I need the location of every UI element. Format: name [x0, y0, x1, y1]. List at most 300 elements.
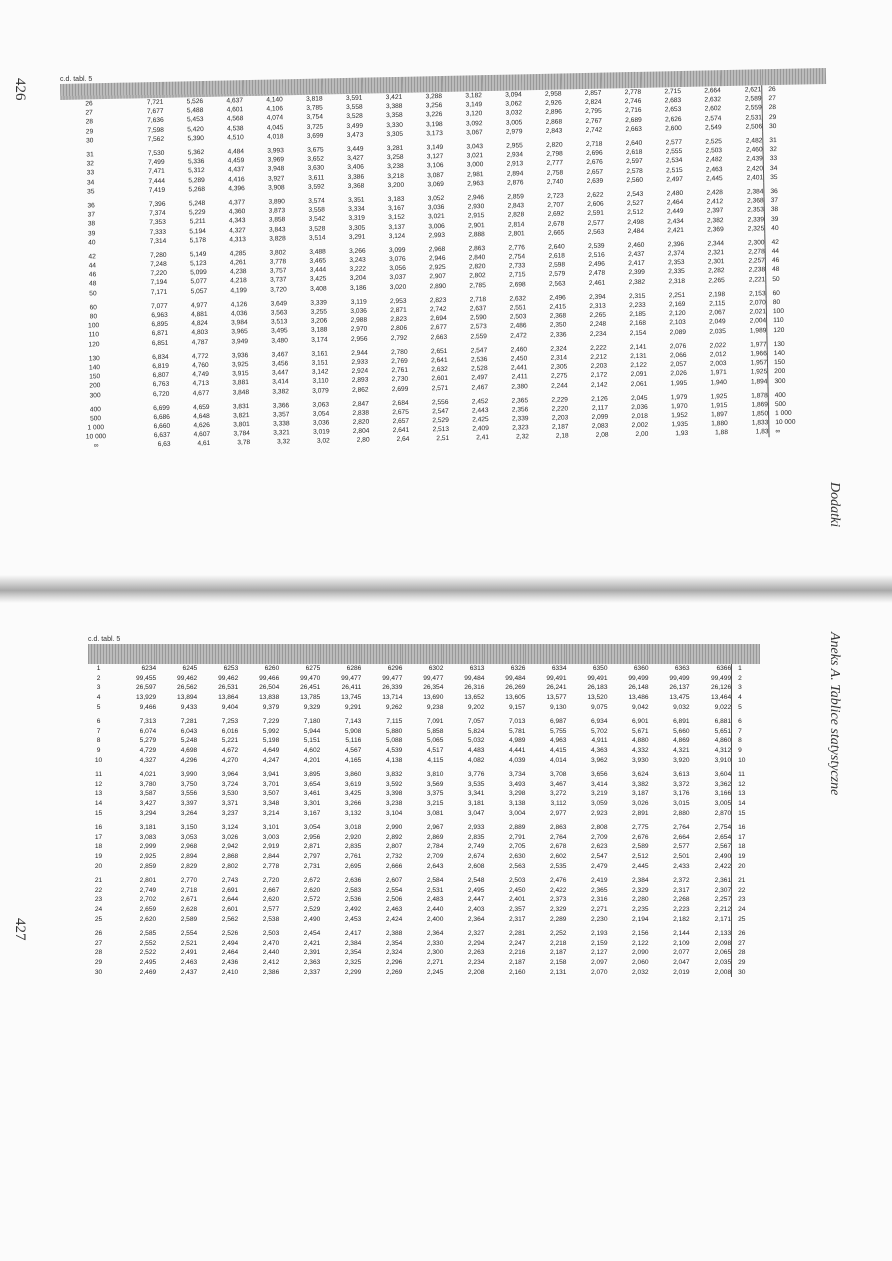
table-cell: 2,944	[351, 349, 368, 357]
table-cell: 2,651	[430, 347, 448, 356]
table-cell: 3,161	[311, 350, 329, 358]
table-cell: 3,528	[308, 225, 326, 233]
table-cell: 2,316	[591, 896, 608, 904]
table-cell: 2,336	[549, 331, 567, 339]
table-cell: 7,396	[148, 200, 166, 209]
table-cell: 2,412	[262, 958, 280, 966]
header-cell	[320, 644, 361, 664]
table-cell: 2,934	[506, 151, 524, 159]
row-label: 8	[96, 737, 101, 745]
table-cell: 2,090	[632, 949, 649, 957]
table-cell: 3,272	[549, 790, 567, 798]
table-cell: 3,067	[466, 129, 483, 137]
table-cell: 2,970	[350, 326, 368, 334]
row-label-right: 32	[763, 144, 828, 155]
table-cell: 2,554	[180, 930, 198, 938]
table-cell: 1,957	[750, 359, 768, 367]
table-cell: 9,291	[344, 703, 362, 711]
table-cell: 2,411	[511, 373, 528, 381]
table-cell: 4,568	[226, 115, 244, 123]
table-cell: 2,880	[673, 809, 690, 817]
table-cell: 9,329	[303, 703, 321, 711]
table-cell: 3,925	[231, 361, 249, 369]
table-cell: 2,567	[714, 843, 732, 851]
row-label-right: 31	[763, 130, 828, 146]
table-cell: 2,577	[262, 905, 280, 913]
table-cell: 2,089	[669, 328, 687, 336]
table-cell: 3,094	[505, 91, 522, 99]
table-cell: 3,750	[180, 780, 198, 788]
table-cell: 2,824	[584, 98, 602, 107]
row-label: 30	[85, 137, 94, 145]
row-label-right: 130	[767, 334, 832, 350]
table-cell: 6,637	[153, 432, 171, 440]
table-cell: 2,956	[303, 833, 321, 841]
table-cell: 3,294	[139, 809, 157, 817]
table-cell: 9,157	[508, 703, 526, 711]
table-cell: 5,099	[190, 269, 207, 277]
table-cell: 2,620	[262, 896, 280, 904]
row-label-right: 4	[732, 693, 760, 703]
table-cell: 2,862	[351, 386, 369, 394]
table-cell: 2,248	[589, 321, 607, 329]
table-cell: 4,989	[508, 737, 526, 745]
table-cell: 2,820	[468, 263, 486, 271]
row-label-right: 39	[764, 213, 829, 224]
table-cell: 2,314	[550, 354, 568, 362]
row-label-right: 24	[732, 905, 760, 915]
table-cell: 2,234	[589, 330, 607, 338]
table-cell: 2,372	[673, 877, 690, 885]
table-cell: 2,894	[180, 852, 198, 860]
table-cell: 3,198	[426, 120, 443, 128]
table-cell: 1,897	[711, 411, 728, 419]
table-cell: 2,920	[344, 833, 362, 841]
table-cell: 2,528	[471, 365, 488, 373]
table-cell: 2,933	[467, 824, 485, 832]
table-row	[88, 914, 760, 924]
table-cell: 2,503	[509, 313, 527, 321]
table-cell: 3,675	[307, 146, 324, 154]
table-cell: 2,531	[426, 886, 444, 894]
table-cell: 2,091	[630, 371, 648, 379]
table-cell: 3,150	[180, 824, 198, 832]
table-cell: 3,488	[309, 248, 326, 256]
table-cell: 2,632	[509, 295, 527, 303]
table-cell: 3,036	[427, 204, 445, 212]
table-cell: 3,018	[344, 824, 362, 832]
table-cell: 3,238	[387, 163, 404, 171]
table-cell: 2,396	[667, 240, 685, 249]
table-cell: 2,443	[471, 407, 489, 415]
row-label-right: 60	[766, 283, 831, 299]
table-cell: 6,016	[221, 727, 239, 735]
table-cell: 3,425	[344, 790, 362, 798]
table-cell: 4,261	[229, 259, 247, 267]
table-cell: 1,915	[710, 402, 728, 410]
table-cell: 5,526	[186, 98, 204, 106]
table-cell: 2,601	[221, 905, 239, 913]
table-cell: 2,208	[467, 968, 485, 976]
row-label: 200	[89, 382, 101, 390]
table-cell: 3,860	[344, 771, 362, 779]
table-cell: 2,212	[714, 905, 732, 913]
row-label-right: 25	[732, 914, 760, 924]
table-cell: 2,718	[180, 886, 198, 894]
table-cell: 3,330	[386, 121, 403, 129]
page-number-left: 426	[12, 78, 28, 101]
table-cell: 2,252	[549, 930, 567, 938]
table-row	[88, 683, 760, 693]
table-cell: 2,958	[544, 90, 562, 98]
table-cell: 2,172	[590, 371, 608, 380]
table-cell: 3,382	[272, 387, 289, 396]
table-cell: 3,964	[221, 771, 239, 779]
header-cell	[361, 644, 402, 664]
table-cell: 7,636	[147, 117, 164, 125]
table-cell: 2,626	[664, 115, 682, 123]
table-cell: 2,301	[707, 258, 725, 266]
table-cell: 2,244	[551, 381, 568, 390]
table-cell: 2,153	[749, 290, 766, 298]
table-cell: 3,019	[313, 428, 330, 437]
table-cell: 3,421	[385, 93, 403, 102]
table-cell: 2,497	[471, 374, 488, 382]
table-cell: 2,583	[344, 886, 362, 894]
table-cell: 3,408	[310, 285, 327, 293]
table-cell: 4,601	[226, 106, 244, 114]
table-cell: 2,454	[303, 930, 321, 938]
table-cell: 1,925	[710, 392, 728, 401]
table-cell: 2,460	[746, 146, 763, 154]
table-cell: 2,461	[588, 279, 606, 287]
header-cell	[362, 77, 402, 94]
table-cell: 2,374	[667, 250, 685, 258]
table-cell: 2,363	[303, 958, 321, 966]
top-statistics-table	[60, 68, 834, 452]
table-cell: 3,005	[714, 800, 732, 808]
table-cell: 2,699	[391, 385, 409, 393]
table-cell: 2,452	[471, 397, 489, 406]
row-label-right: 30	[732, 967, 760, 977]
table-cell: 6363	[674, 665, 690, 673]
table-cell: 2,437	[180, 968, 198, 976]
table-cell: 5,651	[714, 727, 732, 735]
row-label: 27	[85, 109, 93, 117]
table-cell: 2,696	[586, 149, 603, 158]
table-cell: 2,08	[595, 432, 609, 440]
row-label: 130	[88, 355, 100, 363]
table-cell: 3,757	[269, 267, 287, 275]
table-cell: 2,425	[472, 416, 489, 424]
table-cell: 3,530	[221, 790, 239, 798]
table-cell: 9,379	[262, 703, 280, 711]
row-label-right: 500	[768, 399, 833, 410]
table-cell: 2,981	[466, 170, 484, 179]
table-cell: 9,262	[385, 703, 403, 711]
row-label: 150	[89, 373, 101, 381]
table-cell: 3,188	[310, 326, 328, 335]
table-cell: 2,559	[470, 332, 488, 341]
table-cell: 3,558	[308, 206, 326, 214]
table-cell: 2,705	[508, 843, 526, 851]
table-cell: 2,777	[546, 159, 564, 168]
table-cell: 3,890	[268, 198, 286, 206]
table-cell: 2,282	[708, 267, 725, 275]
table-cell: 2,337	[303, 968, 321, 976]
table-cell: 2,529	[432, 417, 449, 425]
table-cell: 2,317	[508, 915, 526, 923]
table-cell: 2,623	[591, 843, 608, 851]
table-cell: 5,944	[303, 727, 321, 735]
table-cell: 7,530	[147, 149, 165, 158]
table-cell: 2,600	[665, 124, 682, 133]
table-cell: 2,159	[591, 939, 608, 947]
table-cell: 2,988	[350, 316, 368, 325]
table-cell: 3,266	[349, 247, 366, 255]
table-cell: 3,319	[348, 214, 366, 223]
side-label-aneks: Aneks A. Tablice statystyczne	[827, 632, 842, 796]
table-cell: 2,919	[262, 843, 280, 851]
table-cell: 4,312	[714, 747, 732, 755]
table-cell: 5,420	[187, 125, 204, 134]
table-cell: 2,045	[630, 394, 648, 402]
table-cell: 2,440	[426, 905, 444, 913]
table-cell: 3,106	[426, 162, 444, 170]
table-cell: 3,832	[385, 771, 403, 779]
table-cell: 13,577	[546, 694, 567, 702]
table-cell: 4,199	[230, 286, 248, 295]
table-cell: 2,915	[467, 212, 485, 220]
header-cell	[481, 74, 521, 91]
header-cell	[322, 78, 362, 95]
table-cell: 2,187	[508, 958, 526, 966]
header-cell	[238, 644, 279, 664]
table-cell: 2,622	[586, 191, 604, 199]
table-cell: 2,632	[431, 366, 448, 374]
table-cell: 3,166	[714, 790, 732, 798]
row-label-right: 26	[762, 84, 827, 95]
header-cell	[88, 644, 115, 664]
row-label: 16	[94, 824, 103, 832]
table-cell: 5,671	[632, 727, 649, 735]
table-cell: 3,386	[347, 173, 365, 181]
table-cell: 3,920	[673, 756, 690, 764]
table-row	[88, 852, 760, 862]
table-cell: 3,351	[347, 196, 365, 204]
table-cell: 3,495	[271, 327, 288, 336]
row-label: 140	[88, 364, 101, 372]
header-cell	[282, 79, 322, 96]
table-cell: 2,536	[344, 896, 362, 904]
table-cell: 2,778	[624, 88, 642, 97]
table-cell: 5,660	[673, 727, 690, 735]
table-cell: 1,995	[670, 379, 688, 387]
table-row	[88, 664, 760, 674]
table-cell: 3,801	[233, 421, 250, 429]
table-cell: 3,186	[349, 284, 367, 292]
row-label: 50	[89, 289, 97, 298]
table-cell: 2,450	[510, 355, 528, 363]
table-cell: 2,597	[626, 158, 643, 166]
table-cell: 3,000	[466, 161, 484, 169]
table-cell: 2,602	[704, 105, 722, 113]
table-cell: 6,901	[632, 718, 649, 726]
row-label-right: 150	[767, 357, 832, 368]
table-cell: 2,281	[508, 930, 526, 938]
table-cell: 2,628	[180, 905, 198, 913]
table-cell: 2,315	[628, 292, 646, 300]
header-cell	[649, 644, 690, 664]
table-cell: 2,730	[391, 376, 409, 384]
header-cell	[156, 644, 197, 664]
bottom-table-body	[88, 664, 760, 977]
table-cell: 2,182	[673, 915, 690, 923]
table-cell: 2,492	[344, 905, 362, 913]
table-cell: 2,384	[344, 939, 362, 947]
table-cell: 4,343	[228, 217, 246, 225]
table-cell: 5,032	[467, 737, 485, 745]
table-cell: 2,307	[714, 886, 732, 894]
table-cell: 3,338	[273, 420, 290, 428]
table-cell: 7,194	[150, 279, 168, 287]
table-cell: 2,829	[180, 862, 198, 870]
table-cell: 3,990	[180, 771, 198, 779]
row-label: 60	[89, 304, 97, 312]
table-cell: 2,589	[180, 915, 198, 923]
table-cell: 2,495	[467, 886, 485, 894]
table-cell: 4,749	[192, 371, 209, 379]
table-cell: 3,047	[467, 809, 485, 817]
row-label-right: 27	[762, 93, 827, 104]
table-cell: 3,754	[306, 113, 324, 122]
row-label-right: 7	[732, 727, 760, 737]
table-cell: 2,823	[429, 296, 447, 305]
table-cell: 2,659	[139, 905, 157, 913]
table-cell: 2,460	[510, 346, 528, 354]
table-cell: 2,967	[426, 824, 444, 832]
table-cell: 4,602	[303, 747, 321, 755]
table-cell: 4,880	[632, 737, 649, 745]
table-cell: 3,843	[268, 225, 286, 234]
table-row	[88, 967, 760, 977]
row-label: 15	[94, 809, 103, 817]
table-cell: 3,127	[426, 153, 444, 161]
table-cell: 2,678	[547, 220, 565, 228]
table-cell: 3,348	[262, 800, 280, 808]
table-cell: 2,526	[221, 930, 239, 938]
table-cell: 4,014	[549, 756, 567, 764]
header-cell	[402, 644, 443, 664]
table-cell: 99,499	[628, 674, 649, 682]
table-cell: 5,824	[467, 727, 485, 735]
table-cell: 4,484	[227, 148, 245, 156]
table-cell: 3,831	[232, 402, 250, 411]
table-cell: 3,062	[505, 100, 522, 108]
table-cell: 2,482	[705, 156, 723, 164]
row-label: 400	[89, 405, 101, 414]
row-label-right: 28	[762, 102, 827, 113]
row-label: 20	[94, 862, 103, 870]
table-cell: 2,083	[591, 422, 609, 431]
table-cell: 2,238	[748, 266, 766, 275]
table-cell: 1,970	[671, 402, 688, 411]
table-cell: 2,516	[588, 251, 605, 260]
table-row	[88, 746, 760, 756]
row-label-right: 200	[768, 366, 833, 377]
table-cell: 3,514	[308, 234, 326, 242]
table-cell: 2,525	[705, 138, 722, 146]
table-cell: 2,144	[673, 930, 690, 938]
row-label: 48	[89, 280, 97, 288]
table-cell: 2,060	[632, 958, 649, 966]
table-cell: 2,749	[139, 886, 157, 894]
row-label-right: 29	[732, 958, 760, 968]
table-cell: 3,368	[347, 182, 365, 190]
table-cell: 2,926	[545, 99, 562, 108]
table-cell: 6334	[551, 665, 567, 673]
table-cell: 6,686	[153, 413, 171, 422]
table-cell: 2,847	[352, 400, 369, 408]
row-label: 23	[94, 896, 103, 904]
table-cell: 2,80	[356, 437, 370, 445]
table-cell: 3,004	[508, 809, 526, 817]
table-cell: 2,689	[625, 116, 642, 124]
row-label-right: 33	[763, 153, 828, 164]
table-cell: 6253	[223, 665, 239, 673]
row-label-right: 34	[763, 162, 828, 173]
table-cell: 3,183	[387, 195, 405, 204]
table-cell: 2,330	[426, 939, 444, 947]
row-label-right: 50	[766, 273, 831, 284]
table-cell: 2,585	[139, 930, 157, 938]
table-cell: 6,963	[151, 311, 168, 320]
table-cell: 6,895	[151, 321, 169, 329]
table-cell: 3,592	[307, 183, 325, 191]
table-cell: 2,409	[472, 425, 489, 433]
table-cell: 3,214	[262, 809, 280, 817]
table-cell: 2,677	[430, 324, 447, 332]
header-cell	[442, 75, 482, 92]
table-cell: 2,131	[630, 352, 647, 361]
table-cell: 3,802	[269, 249, 287, 257]
table-cell: 2,280	[632, 896, 649, 904]
row-label: 26	[85, 100, 93, 108]
table-cell: 2,464	[221, 949, 239, 957]
table-cell: 2,223	[673, 905, 690, 913]
table-cell: 3,291	[348, 233, 366, 241]
table-cell: 7,562	[147, 135, 165, 144]
table-cell: 2,479	[591, 862, 608, 870]
table-cell: 4,218	[230, 277, 247, 285]
table-cell: 2,653	[664, 106, 682, 114]
table-cell: 2,141	[629, 343, 647, 351]
table-cell: 2,868	[545, 118, 563, 126]
table-cell: 2,187	[549, 949, 567, 957]
table-cell: 2,122	[630, 361, 647, 370]
row-label-right: 23	[732, 895, 760, 905]
table-cell: 2,675	[392, 408, 409, 417]
table-cell: 2,382	[628, 278, 646, 286]
table-cell: 2,251	[668, 291, 686, 300]
row-label-right: ∞	[769, 426, 834, 437]
table-cell: 2,607	[385, 877, 403, 885]
table-cell: 3,818	[306, 95, 323, 103]
row-label: 30	[94, 968, 103, 976]
row-label-right: 37	[764, 195, 829, 206]
table-cell: 2,548	[467, 877, 485, 885]
table-cell: 2,122	[632, 939, 649, 947]
